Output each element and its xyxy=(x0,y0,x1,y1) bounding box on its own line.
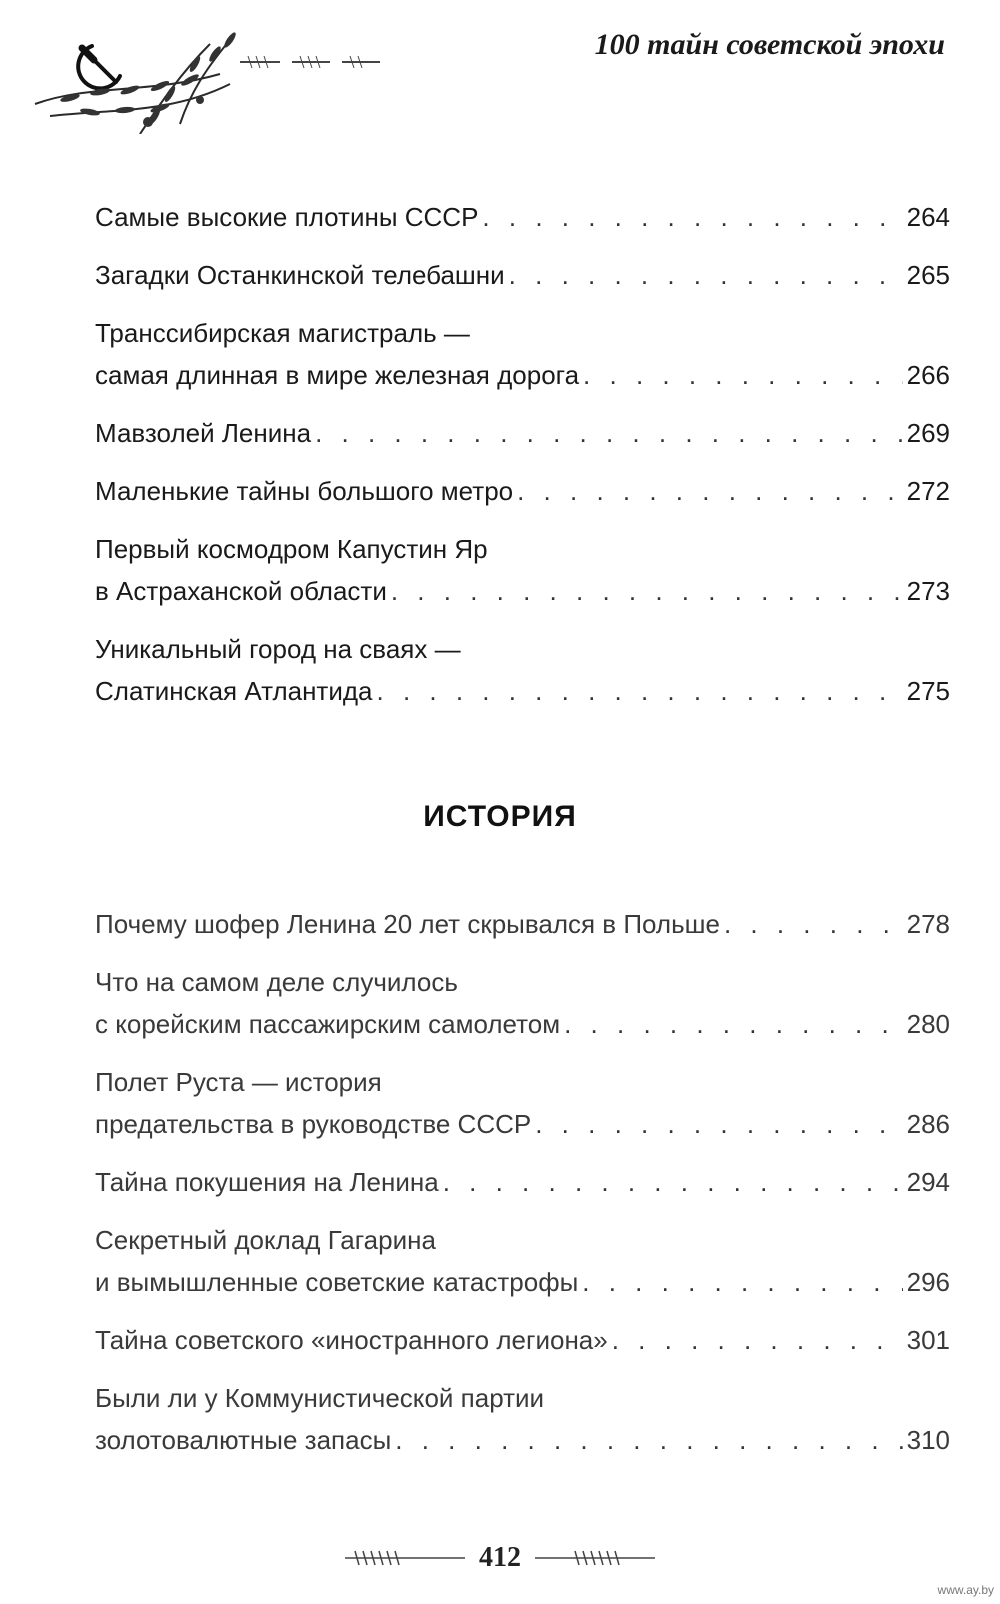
toc-entry-line xyxy=(95,1421,950,1459)
toc-entry-title: Мавзолей Ленина xyxy=(95,418,312,448)
toc-entry-page: 301 xyxy=(906,1325,950,1355)
toc-entry-line xyxy=(95,963,950,1001)
toc-entry-line xyxy=(95,572,950,610)
toc-entry-title: Тайна советского «иностранного легиона» xyxy=(95,1325,608,1355)
toc-entry-line xyxy=(95,1221,950,1259)
toc-entry-page: 280 xyxy=(906,1009,950,1039)
toc-entry-line xyxy=(95,314,950,352)
toc-entry xyxy=(95,905,950,943)
dot-leader xyxy=(377,672,903,710)
toc-entry-title: в Астраханской области xyxy=(95,576,387,606)
footer-ornament-left-icon xyxy=(345,1548,465,1568)
toc-entry-title: с корейским пассажирским самолетом xyxy=(95,1009,561,1039)
page-number: 412 xyxy=(479,1542,521,1573)
toc-entry-line xyxy=(95,1105,950,1143)
toc-list xyxy=(95,198,950,730)
toc-entry xyxy=(95,1063,950,1143)
toc-entry-title: Тайна покушения на Ленина xyxy=(95,1167,439,1197)
toc-entry-title: Маленькие тайны большого метро xyxy=(95,476,514,506)
toc-entry-title: Секретный доклад Гагарина xyxy=(95,1225,436,1255)
toc-entry-page: 275 xyxy=(906,676,950,706)
toc-entry xyxy=(95,1379,950,1459)
watermark: www.ay.by xyxy=(937,1583,994,1597)
toc-entry-page: 266 xyxy=(906,360,950,390)
toc-entry xyxy=(95,1163,950,1201)
dot-leader xyxy=(535,1105,902,1143)
toc-entry xyxy=(95,256,950,294)
toc-entry-line xyxy=(95,630,950,668)
toc-entry-line xyxy=(95,905,950,943)
toc-entry-line xyxy=(95,198,950,236)
toc-entry xyxy=(95,963,950,1043)
toc-entry-line xyxy=(95,672,950,710)
toc-entry-page: 294 xyxy=(906,1167,950,1197)
toc-entry xyxy=(95,472,950,510)
toc-entry xyxy=(95,198,950,236)
toc-entry-line xyxy=(95,414,950,452)
toc-entry-title: и вымышленные советские катастрофы xyxy=(95,1267,579,1297)
dot-leader xyxy=(443,1163,903,1201)
toc-entry-page: 269 xyxy=(906,418,950,448)
toc-entry-page: 264 xyxy=(906,202,950,232)
toc-entry-line xyxy=(95,1163,950,1201)
toc-entry-line xyxy=(95,530,950,568)
toc-list-history xyxy=(95,905,950,1479)
toc-entry-title: Почему шофер Ленина 20 лет скрывался в Польше xyxy=(95,909,720,939)
toc-entry-title: Первый космодром Капустин Яр xyxy=(95,534,488,564)
page-footer xyxy=(0,1538,1000,1578)
toc-entry-title: Что на самом деле случилось xyxy=(95,967,458,997)
toc-entry-title: Уникальный город на сваях — xyxy=(95,634,461,664)
toc-entry-title: Самые высокие плотины СССР xyxy=(95,202,479,232)
toc-entry-page: 286 xyxy=(906,1109,950,1139)
toc-entry-title: Загадки Останкинской телебашни xyxy=(95,260,505,290)
toc-entry xyxy=(95,630,950,710)
dot-leader xyxy=(315,414,903,452)
dot-leader xyxy=(582,1263,902,1301)
toc-entry-line xyxy=(95,1321,950,1359)
dot-leader xyxy=(612,1321,903,1359)
toc-entry-title: Транссибирская магистраль — xyxy=(95,318,470,348)
dot-leader xyxy=(395,1421,902,1459)
dot-leader xyxy=(391,572,903,610)
toc-entry-page: 296 xyxy=(906,1267,950,1297)
toc-entry-page: 272 xyxy=(906,476,950,506)
dot-leader xyxy=(564,1005,903,1043)
toc-entry-title: Полет Руста — история xyxy=(95,1067,382,1097)
toc-entry-line xyxy=(95,1379,950,1417)
toc-entry xyxy=(95,414,950,452)
dot-leader xyxy=(482,198,902,236)
footer-ornament-right-icon xyxy=(535,1548,655,1568)
toc-entry-title: Слатинская Атлантида xyxy=(95,676,373,706)
dot-leader xyxy=(509,256,903,294)
toc-entry-page: 310 xyxy=(906,1425,950,1455)
toc-entry-line xyxy=(95,1063,950,1101)
toc-entry-title: золотовалютные запасы xyxy=(95,1425,392,1455)
dot-leader xyxy=(724,905,903,943)
dot-leader xyxy=(517,472,903,510)
hammer-sickle-wheat-icon xyxy=(30,24,400,134)
running-title: 100 тайн советской эпохи xyxy=(594,28,945,61)
toc-entry-title: предательства в руководстве СССР xyxy=(95,1109,532,1139)
toc-entry-line xyxy=(95,472,950,510)
dot-leader xyxy=(583,356,903,394)
toc-entry-page: 278 xyxy=(906,909,950,939)
toc-entry-line xyxy=(95,356,950,394)
toc-entry-title: самая длинная в мире железная дорога xyxy=(95,360,580,390)
toc-entry xyxy=(95,530,950,610)
toc-entry-page: 273 xyxy=(906,576,950,606)
section-heading: ИСТОРИЯ xyxy=(423,800,577,833)
toc-entry-line xyxy=(95,1263,950,1301)
toc-entry xyxy=(95,1321,950,1359)
toc-entry-page: 265 xyxy=(906,260,950,290)
toc-entry xyxy=(95,314,950,394)
toc-entry-line xyxy=(95,256,950,294)
toc-entry xyxy=(95,1221,950,1301)
toc-entry-line xyxy=(95,1005,950,1043)
toc-entry-title: Были ли у Коммунистической партии xyxy=(95,1383,545,1413)
